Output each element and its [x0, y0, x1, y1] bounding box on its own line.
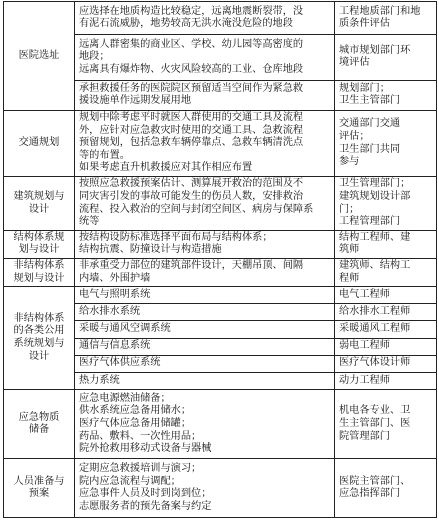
table-row: [4, 287, 437, 304]
responsible-cell: [335, 321, 437, 338]
category-cell-building-planning: [4, 177, 75, 230]
measure-line: 药品、敷料、一次性用品；: [79, 430, 202, 442]
measure-line: 内墙、外围护墙: [79, 272, 151, 284]
measure-cell: [75, 287, 335, 304]
responsible-line: 卫生主管部门: [339, 95, 401, 107]
category-label: 系统规划与: [13, 338, 65, 350]
category-label: 建筑规划与: [13, 190, 65, 202]
responsible-line: 采暖通风工程师: [339, 323, 411, 335]
measure-line: 定期应急救援培训与演习；: [79, 463, 202, 475]
measure-line: 同灾害引发的事故可能发生的伤员人数，安排救治: [79, 190, 304, 202]
responsible-cell: [335, 338, 437, 355]
measure-line: 按结构设防标准选择平面布局与结构体系；: [79, 231, 273, 243]
responsible-line: 筑师: [339, 244, 360, 256]
table-row: [4, 389, 437, 459]
responsible-line: 弱电工程师: [339, 340, 390, 352]
responsible-line: 门；: [339, 203, 360, 215]
responsible-line: 院管理部门: [339, 430, 390, 442]
responsible-line: 医疗气体设计师: [339, 357, 411, 369]
responsible-cell: [335, 35, 437, 80]
responsible-line: 给水排水工程师: [339, 306, 411, 318]
responsible-cell: [335, 355, 437, 372]
category-label: 非结构体系: [13, 259, 65, 271]
measure-line: 远离人群密集的商业区、学校、幼儿园等高密度的: [79, 38, 304, 50]
measure-line: 志愿服务者的预先备案与约定: [79, 500, 212, 512]
measure-cell: [75, 110, 335, 177]
category-cell-site-selection: [4, 2, 75, 111]
responsible-line: 建筑规划设计部: [339, 190, 411, 202]
responsible-line: 卫生管理部门；: [339, 178, 411, 190]
measure-line: 院外抢救用移动式设备与器械: [79, 443, 212, 455]
measure-line: 远离具有爆炸物、火灾风险较高的工业、仓库地段: [79, 63, 304, 75]
measure-line: 非承重受力部位的建筑部件设计，天棚吊顶、间隔: [79, 259, 304, 271]
responsible-line: 电气工程师: [339, 288, 390, 300]
measure-cell: [75, 389, 335, 459]
measure-cell: [75, 459, 335, 518]
responsible-line: 程师: [339, 272, 360, 284]
measure-cell: [75, 177, 335, 230]
category-label: 结构体系规: [13, 231, 65, 243]
measure-line: 按照应急救援预案估计、测算展开救治的范围及不: [79, 178, 304, 190]
measure-line: 电气与照明系统: [79, 288, 151, 300]
table-row: [4, 459, 437, 518]
responsible-line: 工程地质部门和地: [339, 5, 421, 17]
measure-cell: [75, 80, 335, 110]
responsible-line: 工程管理部门: [339, 216, 401, 228]
measure-line: 预留规划，包括急救车辆停靠点、急救车辆清洗点: [79, 137, 304, 149]
measure-cell: [75, 35, 335, 80]
responsible-line: 应急指挥部门: [339, 488, 401, 500]
category-cell-traffic-planning: [4, 110, 75, 177]
measure-line: 采暖与通风空调系统: [79, 323, 171, 335]
measure-line: 援设施单作远期发展用地: [79, 95, 192, 107]
measure-line: 应急事件人员及时到岗到位；: [79, 488, 212, 500]
table-row: [4, 230, 437, 258]
measure-cell: [75, 321, 335, 338]
measure-line: 医疗气体应急备用储罐；: [79, 417, 192, 429]
responsible-line: 结构工程师、建: [339, 231, 411, 243]
responsible-line: 规划部门；: [339, 82, 390, 94]
responsible-line: 机电各专业、卫: [339, 405, 411, 417]
responsible-line: 生主管部门、医: [339, 417, 411, 429]
category-cell-structural-system: [4, 230, 75, 258]
category-cell-personnel-plan: [4, 459, 75, 518]
category-label: 设计: [28, 350, 50, 362]
measure-line: 规划中除考虑平时就医人群使用的交通工具及流程: [79, 112, 304, 124]
measure-line: 地段；: [79, 51, 110, 63]
responsible-line: 城市规划部门环: [339, 44, 411, 56]
measure-line: 统等: [79, 216, 100, 228]
measure-line: 应急电源燃油储备；: [79, 392, 171, 404]
category-label: 交通规划: [18, 137, 60, 149]
responsible-line: 动力工程师: [339, 374, 390, 386]
responsible-line: 卫生部门共同: [339, 143, 401, 155]
measure-cell: [75, 304, 335, 321]
emergency-hospital-planning-table: [3, 1, 437, 518]
measure-line: 等的布置。: [79, 149, 130, 161]
measure-line: 院内应急流程与调配；: [79, 475, 181, 487]
measure-cell: [75, 2, 335, 35]
category-cell-non-structural-system: [4, 258, 75, 286]
measure-line: 承担救援任务的医院院区预留适当空间作为紧急救: [79, 82, 304, 94]
category-label: 储备: [28, 424, 50, 436]
responsible-cell: [335, 459, 437, 518]
category-cell-emergency-supplies: [4, 389, 75, 459]
responsible-cell: [335, 230, 437, 258]
responsible-cell: [335, 258, 437, 286]
responsible-cell: [335, 177, 437, 230]
responsible-cell: [335, 304, 437, 321]
measure-cell: [75, 230, 335, 258]
responsible-cell: [335, 2, 437, 35]
category-label: 预案: [28, 488, 50, 500]
measure-line: 给水排水系统: [79, 306, 141, 318]
responsible-line: 评估；: [339, 130, 370, 142]
category-label: 划与设计: [18, 244, 60, 256]
category-label: 设计: [28, 203, 50, 215]
responsible-cell: [335, 372, 437, 389]
responsible-cell: [335, 389, 437, 459]
measure-cell: [75, 338, 335, 355]
responsible-line: 参与: [339, 156, 360, 168]
measure-line: 流程、投入救治的空间与封闭空间区、病房与保障系: [79, 203, 314, 215]
measure-line: 医疗气体供应系统: [79, 357, 161, 369]
responsible-line: 医院主管部门、: [339, 475, 411, 487]
table-row: [4, 2, 437, 35]
category-label: 的各类公用: [13, 325, 65, 337]
category-label: 应急物质: [18, 411, 60, 423]
category-cell-public-systems: [4, 287, 75, 390]
measure-line: 供水系统应急备用储水；: [79, 405, 192, 417]
category-label: 人员准备与: [13, 475, 65, 487]
table-row: [4, 110, 437, 177]
measure-cell: [75, 355, 335, 372]
measure-line: 有泥石流威胁，地势较高无洪水淹没危险的地段: [79, 18, 293, 30]
responsible-line: 交通部门交通: [339, 118, 401, 130]
measure-line: 通信与信息系统: [79, 340, 151, 352]
measure-cell: [75, 372, 335, 389]
category-label: 医院选址: [18, 49, 60, 61]
measure-line: 应选择在地质构造比较稳定，远离地震断裂带，没: [79, 5, 304, 17]
responsible-cell: [335, 110, 437, 177]
table-row: [4, 177, 437, 230]
responsible-cell: [335, 80, 437, 110]
category-label: 非结构体系: [13, 312, 65, 324]
category-label: 规划与设计: [13, 272, 65, 284]
measure-line: 如果考虑直升机救援应对其作相应布置: [79, 162, 253, 174]
table-row: [4, 258, 437, 286]
responsible-line: 境评估: [339, 57, 370, 69]
responsible-line: 建筑师、结构工: [339, 259, 411, 271]
measure-cell: [75, 258, 335, 286]
responsible-cell: [335, 287, 437, 304]
measure-line: 热力系统: [79, 374, 120, 386]
measure-line: 外，应针对应急救灾时使用的交通工具、急救流程: [79, 124, 304, 136]
responsible-line: 质条件评估: [339, 18, 390, 30]
measure-line: 结构抗震、防撞设计与构造措施: [79, 244, 222, 256]
